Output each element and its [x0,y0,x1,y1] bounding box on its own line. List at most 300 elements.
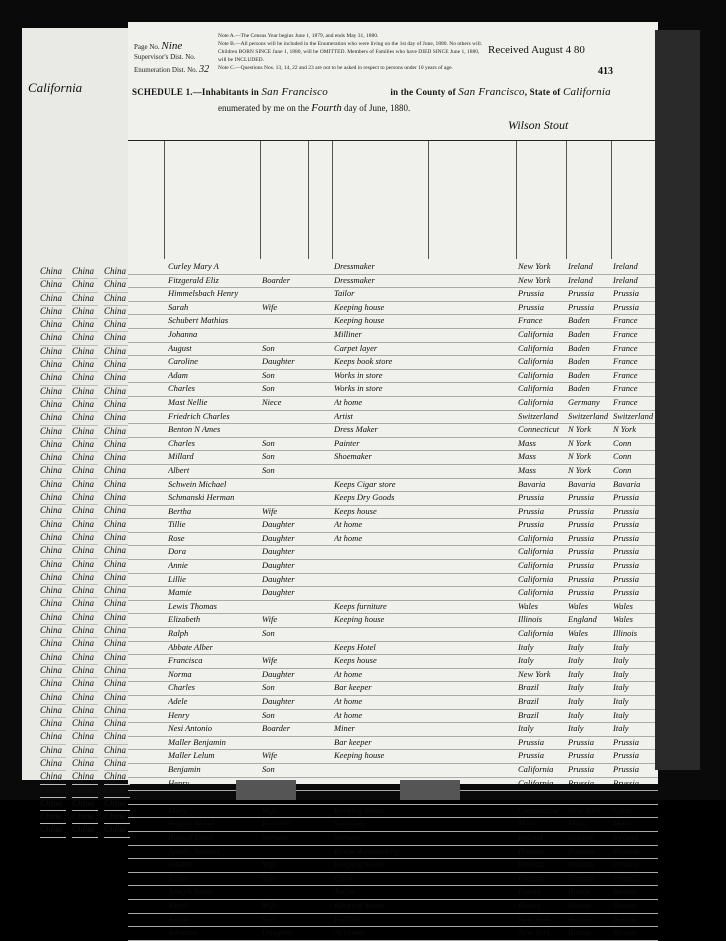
cell-birth: Prussia [518,872,544,883]
cell-occ: Bar keeper [334,682,372,693]
cell-birth: California [518,342,554,353]
cell-rel: Wife [262,655,278,666]
cell-mother: Prussia [613,505,639,516]
cell-father: Prussia [568,763,594,774]
left-page-cell: China [72,412,98,425]
left-page-cell: China [104,332,130,345]
left-page-cell: China [40,279,66,292]
tab-marker [400,780,460,800]
table-row [128,669,658,683]
cell-occ: Keeps dressmaking [334,845,400,856]
cell-birth: New York [518,261,551,271]
cell-birth: Prussia [518,519,544,530]
cell-birth: Prussia [518,505,544,516]
left-page-cell: China [40,718,66,731]
cell-name: Friedrich Charles [168,410,230,421]
cell-rel: Daughter [262,573,295,584]
cell-mother: Russia [613,886,636,897]
cell-mother: Prussia [613,587,639,598]
left-page-cell: China [40,652,66,665]
table-row [128,546,658,560]
table-row [128,614,658,628]
left-page-cell: China [72,452,98,465]
left-page-cell: China [72,332,98,345]
cell-occ: Keeping house [334,899,385,910]
left-page-cell: China [40,638,66,651]
cell-father: Prussia [568,546,594,557]
cell-rel: Son [262,709,275,720]
cell-father: Italy [568,682,584,693]
cell-occ: Dressmaker [334,261,375,271]
cell-occ: Keeping house [334,301,385,312]
cell-rel: Wife [262,804,278,815]
table-row [128,886,658,900]
book-edge [655,30,700,770]
cell-mother: Italy [613,655,629,666]
table-row [128,628,658,642]
cell-birth: Prussia [518,301,544,312]
cell-occ: Works in store [334,383,383,394]
left-page-cell: China [72,678,98,691]
left-page-cell: China [72,465,98,478]
cell-mother: France [613,369,638,380]
left-page-cell: China [104,452,130,465]
left-page-cell: China [72,479,98,492]
cell-name: August [168,342,192,353]
left-page-cell: China [72,306,98,319]
left-page-cell: China [104,785,130,798]
cell-rel: Wife [262,750,278,761]
left-page-cell: China [40,532,66,545]
cell-name: Mamie [168,587,192,598]
left-page-cell: China [104,559,130,572]
cell-occ: At home [334,668,363,679]
cell-father: Prussia [568,288,594,299]
cell-name: Schwein Michael [168,478,227,489]
left-page-cell: China [72,505,98,518]
cell-rel: Servant [262,831,288,842]
cell-occ: Dressmaker [334,274,375,285]
cell-mother: Prussia [613,301,639,312]
cell-occ: Saleslady [334,818,367,829]
left-page-cell: China [72,426,98,439]
left-page-cell: China [72,372,98,385]
cell-occ: Miner [334,723,355,734]
cell-father: Mass [568,818,586,829]
cell-mother: Ireland [613,274,638,285]
left-page-cell: China [72,785,98,798]
city: San Francisco [261,86,328,98]
left-page-cell: China [72,545,98,558]
cell-birth: Prussia [518,859,544,870]
cell-birth: California [518,763,554,774]
cell-father: Russia [568,899,591,910]
cell-father: Italy [568,655,584,666]
cell-father: Baden [568,315,590,326]
left-page-cell: China [40,771,66,784]
left-page-cell: China [72,439,98,452]
table-row [128,723,658,737]
cell-rel: Son [262,369,275,380]
cell-rel: Wife [262,614,278,625]
cell-occ: Milliner [334,328,362,339]
cell-father: N York [568,437,592,448]
left-page-cell: China [72,492,98,505]
left-page-cell: China [104,598,130,611]
cell-mother: Prussia [613,872,639,883]
cell-name: Adam [168,369,188,380]
cell-occ: Keeps Cigar store [334,478,396,489]
enumeration-day: Fourth [311,102,342,114]
left-page-cell: China [72,811,98,824]
cell-mother: France [613,315,638,326]
left-page-cell: China [72,279,98,292]
cell-birth: France [518,315,543,326]
cell-birth: Bavaria [518,478,546,489]
cell-father: N York [568,464,592,475]
cell-mother: Italy [613,696,629,706]
cell-mother: Prussia [613,546,639,557]
cell-mother: France [613,383,638,394]
left-page-cell: China [40,346,66,359]
left-page-cell: China [104,638,130,651]
cell-occ: Keeping house [334,750,385,761]
cell-rel: Son [262,464,275,475]
received-stamp: Received August 4 80 [488,44,585,56]
cell-rel: Wife [262,859,278,870]
left-page-cell: China [40,266,66,279]
cell-mother: Prussia [613,777,639,788]
cell-birth: Prussia [518,492,544,503]
cell-name: Johanna [168,927,198,938]
cell-name: Norma [168,668,192,679]
cell-birth: California [518,383,554,394]
cell-occ: Keeping house [334,804,385,815]
table-row [128,642,658,656]
cell-father: Prussia [568,859,594,870]
cell-rel: Son [262,383,275,394]
cell-name: Henry [168,709,190,720]
cell-father: Ireland [568,831,593,842]
cell-name: Lewis Thomas [168,600,217,611]
cell-mother: New York [613,791,646,802]
cell-occ: Servant [334,831,360,842]
cell-father: England [568,614,597,625]
cell-birth: California [518,573,554,584]
cell-occ: Painter [334,437,360,448]
left-page-cell: China [104,678,130,691]
cell-name: Julius [168,872,189,883]
table-row [128,275,658,289]
left-page-cell: China [40,293,66,306]
cell-mother: France [613,356,638,367]
cell-mother: Russia [613,899,636,910]
note-a: Note A.—The Census Year begins June 1, 1879, and ends May 31, 1880. [218,33,379,39]
cell-occ: Keeps furniture [334,600,387,611]
cell-birth: Italy [518,655,534,666]
cell-father: Prussia [568,587,594,598]
cell-father: Ireland [568,274,593,285]
left-page-cell: China [40,359,66,372]
cell-name: Lillie [168,573,186,584]
cell-birth: Mass [518,437,536,448]
left-page-cell: China [104,372,130,385]
cell-birth: California [518,369,554,380]
cell-birth: Mass [518,451,536,462]
cell-name: Francisca [168,655,203,666]
cell-occ: Works in store [334,369,383,380]
left-page-cell: China [72,745,98,758]
cell-birth: New York [518,791,551,802]
cell-occ: Keeping house [334,859,385,870]
cell-birth: Italy [518,723,534,734]
cell-name: Johanna [168,328,198,339]
table-row [128,805,658,819]
cell-birth: California [518,396,554,407]
cell-birth: New York [518,927,551,938]
cell-birth: California [518,546,554,557]
cell-mother: Italy [613,709,629,720]
cell-mother: Illinois [613,628,638,639]
left-page-cell: China [40,439,66,452]
left-page-cell: China [72,572,98,585]
cell-mother: Switzerland [613,410,654,421]
cell-father: Baden [568,383,590,394]
cell-mother: France [613,328,638,339]
left-page-cell: China [104,612,130,625]
table-row [128,302,658,316]
table-row [128,900,658,914]
left-page-cell: China [104,692,130,705]
table-row [128,927,658,941]
cell-birth: Prussia [518,288,544,299]
cell-occ: Dress Maker [334,424,378,435]
enumeration-label: Enumeration Dist. No. [134,66,198,74]
cell-mother: Italy [613,668,629,679]
cell-occ: Keeping house [334,315,385,326]
cell-father: Ireland [568,261,593,271]
cell-name: Fitzgerald Eliz [168,274,219,285]
cell-occ: Retired Merchant [334,791,394,802]
left-page-cell: China [40,505,66,518]
cell-father: Italy [568,696,584,706]
cell-rel: Niece [262,396,282,407]
left-page-cell: China [104,745,130,758]
cell-name: Henry [168,777,190,788]
page-no-value: Nine [161,40,183,52]
left-page-cell: China [40,612,66,625]
cell-rel: Daughter [262,587,295,598]
notes-block [218,32,488,72]
cell-birth: Russia [518,886,541,897]
cell-mother: Prussia [613,288,639,299]
note-c: Note C.—Questions Nos. 13, 14, 22 and 23 are not to be asked in respect to persons under 10 years of age. [218,65,453,71]
cell-birth: Connecticut [518,424,560,435]
cell-father: Russia [568,913,591,924]
cell-mother: Prussia [613,736,639,747]
cell-occ: At Home [334,927,364,938]
cell-name: Adele [168,696,188,706]
left-page-cell: China [72,359,98,372]
cell-occ: At home [334,519,363,530]
cell-birth: Mass [518,818,536,829]
left-page-cell: China [40,332,66,345]
left-page-cell: China [104,412,130,425]
cell-father: Prussia [568,736,594,747]
left-page-cell: China [40,665,66,678]
table-row [128,315,658,329]
left-page-cell: China [104,279,130,292]
table-row [128,737,658,751]
cell-name: Nesi Antonio [168,723,212,734]
left-page-cell: China [40,426,66,439]
cell-occ: Peddler [334,913,361,924]
cell-name: Joseph Isaac [168,886,213,897]
left-page-cell: China [72,625,98,638]
left-page-cell: China [72,665,98,678]
table-row [128,533,658,547]
cell-father: Switzerland [568,410,609,421]
cell-father: Italy [568,641,584,652]
cell-father: Wales [568,600,588,611]
left-page-cell: China [104,266,130,279]
left-page-cell: China [72,293,98,306]
cell-name: Curley Mary A [168,261,219,271]
cell-rel: Son [262,437,275,448]
table-row [128,465,658,479]
cell-occ: Keeps Hotel [334,641,376,652]
table-row [128,411,658,425]
cell-father: Italy [568,668,584,679]
cell-father: Prussia [568,845,594,856]
table-row [128,682,658,696]
cell-name: Rogers Maud [168,818,215,829]
table-row [128,329,658,343]
table-row [128,832,658,846]
cell-father: Prussia [568,560,594,571]
cell-father: Germany [568,396,600,407]
left-page-cell: China [104,731,130,744]
table-row [128,601,658,615]
table-row [128,587,658,601]
cell-mother: Wales [613,600,633,611]
census-page [128,22,658,938]
cell-name: Elizabeth [168,614,201,625]
cell-rel: Boarder [262,818,291,829]
cell-rel: Wife [262,899,278,910]
table-row [128,397,658,411]
tab-marker [236,780,296,800]
enumerator-signature: Wilson Stout [508,118,569,132]
cell-father: N York [568,424,592,435]
cell-occ: Keeps house [334,655,377,666]
cell-name: Millard [168,451,194,462]
left-page-cell: China [104,718,130,731]
cell-rel: Son [262,342,275,353]
left-page-cell: China [72,519,98,532]
cell-name: Maller Benjamin [168,736,226,747]
cell-father: Wales [568,628,588,639]
left-page-cell: China [72,319,98,332]
cell-name: Schubert Mathias [168,315,229,326]
cell-name: Charles [168,383,195,394]
cell-mother: Russia [613,927,636,938]
left-page-cell: China [72,731,98,744]
left-page-cell: China [72,705,98,718]
cell-occ: Keeping house [334,614,385,625]
table-row [128,574,658,588]
table-row [128,438,658,452]
table-row [128,750,658,764]
cell-rel: Daughter [262,356,295,367]
cell-birth: Prussia [518,736,544,747]
cell-mother: Ireland [613,831,638,842]
left-page-cell: China [40,372,66,385]
cell-rel: Daughter [262,696,295,706]
cell-name: Jacoby Samuel [168,845,220,856]
left-page-cell: China [40,731,66,744]
cell-name: Bertha [168,505,192,516]
table-row [128,519,658,533]
cell-father: Prussia [568,777,594,788]
table-row [128,846,658,860]
cell-name: Tillie [168,519,186,530]
left-page-cell: China [40,758,66,771]
left-page-cell: China [40,572,66,585]
cell-occ: Tailor [334,288,355,299]
cell-occ: Artist [334,410,353,421]
cell-mother: Italy [613,641,629,652]
cell-mother: Prussia [613,519,639,530]
left-page-cell: China [72,266,98,279]
cell-birth: Wales [518,600,538,611]
left-page-cell: China [40,598,66,611]
left-page-cell: China [72,692,98,705]
left-page-cell: China [104,439,130,452]
table-row [128,873,658,887]
cell-mother: Conn [613,464,632,475]
left-page-cell: China [40,811,66,824]
left-page-cell: China [40,399,66,412]
left-page-cell: China [104,771,130,784]
cell-mother: Italy [613,682,629,693]
cell-mother: Ireland [613,261,638,271]
left-page-cell: China [40,745,66,758]
left-page-cell: China [104,399,130,412]
cell-mother: Bavaria [613,478,641,489]
left-page-cell: China [104,798,130,811]
table-row [128,506,658,520]
cell-rel: Son [262,913,275,924]
left-page-cell: China [104,705,130,718]
left-page-cell: China [104,824,130,837]
cell-birth: Brazil [518,696,539,706]
left-page-cell: China [104,386,130,399]
left-page-cell: China [40,319,66,332]
cell-father: Prussia [568,750,594,761]
cell-birth: Russia [518,899,541,910]
cell-mother: Prussia [613,532,639,543]
left-page-cell: China [104,426,130,439]
cell-name: Sarah [168,301,189,312]
left-page-cell: China [40,678,66,691]
table-row [128,492,658,506]
cell-birth: California [518,328,554,339]
supervisor-label: Supervisor's Dist. No. [134,53,196,61]
table-row [128,451,658,465]
cell-birth: Mass [518,464,536,475]
left-page-cell: China [72,532,98,545]
